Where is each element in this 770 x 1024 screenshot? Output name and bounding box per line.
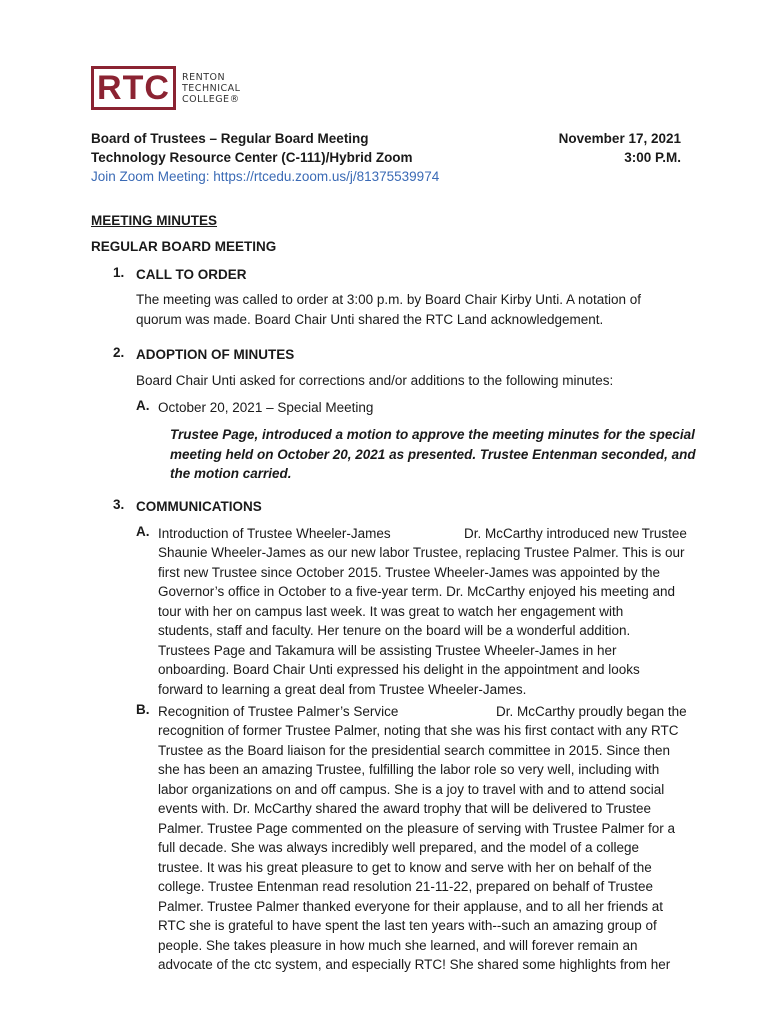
section-1-line: quorum was made. Board Chair Unti shared the RTC Land acknowledgement.: [136, 311, 604, 327]
meeting-title: Board of Trustees – Regular Board Meeting: [91, 131, 369, 146]
item-3a-first-line-tail: Dr. McCarthy introduced new Trustee: [464, 526, 687, 541]
item-3a-letter: A.: [136, 524, 150, 539]
section-1-line: The meeting was called to order at 3:00 p.m. by Board Chair Kirby Unti. A notation of: [136, 292, 642, 307]
meeting-date: November 17, 2021: [558, 131, 681, 146]
item-3b-line: Palmer. Trustee Page commented on the pleasure of serving with Trustee Palmer for a: [158, 820, 676, 836]
section-1-body: [136, 290, 641, 329]
item-3b-line: Trustee as the Board liaison for the presidential search committee in 2015. Since then: [158, 742, 671, 758]
section-3-number: 3.: [113, 497, 125, 512]
college-logo: [91, 64, 240, 112]
meeting-header: [91, 129, 439, 186]
item-3a-line: Trustees Page and Takamura will be assisting Trustee Wheeler-James in her: [158, 642, 617, 658]
item-3b-line: college. Trustee Entenman read resolution 21-11-22, prepared on behalf of Trustee: [158, 879, 654, 894]
item-3b-line: people. She takes pleasure in how much she learned, and will forever remain an: [158, 937, 638, 953]
item-3a-line: forward to learning a great deal from Trustee Wheeler-James.: [158, 681, 527, 697]
motion-line: meeting held on October 20, 2021 as presented. Trustee Entenman seconded, and: [170, 446, 696, 462]
logo-line-3: COLLEGE®: [182, 93, 240, 105]
item-3a-heading: Introduction of Trustee Wheeler-James: [158, 526, 391, 541]
motion-line: the motion carried.: [170, 466, 292, 481]
minutes-subheading: REGULAR BOARD MEETING: [91, 239, 277, 254]
section-1-title: CALL TO ORDER: [136, 267, 247, 282]
item-3b-line: trustee. It was his great pleasure to get to know and serve with her on behalf of the: [158, 859, 652, 875]
item-3a-line: students, staff and faculty. Her tenure on the board will be a wonderful addition.: [158, 623, 631, 638]
item-3b-letter: B.: [136, 702, 150, 717]
motion-line: Trustee Page, introduced a motion to approve the meeting minutes for the special: [170, 427, 695, 442]
section-2-title: ADOPTION OF MINUTES: [136, 347, 295, 362]
item-3a-line: tour with her on campus last week. It was great to watch her engagement with: [158, 603, 624, 619]
item-3b-first-line-tail: Dr. McCarthy proudly began the: [496, 704, 687, 719]
meeting-time: 3:00 P.M.: [624, 150, 681, 165]
section-2-item-letter: A.: [136, 398, 150, 413]
section-2-intro: Board Chair Unti asked for corrections and/or additions to the following minutes:: [136, 373, 614, 388]
logo-mark: RTC: [91, 66, 176, 110]
section-2-number: 2.: [113, 345, 125, 360]
section-3-title: COMMUNICATIONS: [136, 499, 262, 514]
item-3a-line: Shaunie Wheeler-James as our new labor Trustee, replacing Trustee Palmer. This is our: [158, 545, 685, 560]
item-3a-line: onboarding. Board Chair Unti expressed his delight in the appointment and looks: [158, 662, 640, 677]
logo-wordmark: [182, 72, 240, 105]
item-3b-line: advocate of the ctc system, and especially RTC! She shared some highlights from her: [158, 957, 671, 972]
item-3a-line: Governor’s office in October to a five-year term. Dr. McCarthy enjoyed his meeting and: [158, 584, 675, 599]
item-3b-line: she has been an amazing Trustee, fulfilling the labor role so very well, including with: [158, 762, 660, 777]
logo-line-2: TECHNICAL: [182, 82, 241, 94]
item-3b-body: [158, 721, 678, 975]
motion-text: [170, 425, 696, 484]
logo-line-1: RENTON: [182, 71, 226, 83]
minutes-heading: MEETING MINUTES: [91, 213, 218, 228]
item-3b-line: labor organizations on and off campus. She is a joy to travel with and to attend social: [158, 781, 665, 797]
item-3a-line: first new Trustee since October 2015. Trustee Wheeler-James was appointed by the: [158, 564, 660, 580]
item-3b-line: full decade. She was always incredibly well prepared, and the model of a college: [158, 840, 640, 855]
zoom-link[interactable]: Join Zoom Meeting: https://rtcedu.zoom.us/j/81375539974: [91, 169, 440, 184]
meeting-location: Technology Resource Center (C-111)/Hybrid Zoom: [91, 150, 413, 165]
item-3b-line: RTC she is grateful to have spent the last ten years with--such an amazing group of: [158, 918, 657, 933]
item-3b-line: Palmer. Trustee Palmer thanked everyone for their applause, and to all her friends at: [158, 898, 664, 914]
section-2-item-text: October 20, 2021 – Special Meeting: [158, 400, 374, 415]
meeting-datetime: [559, 129, 681, 167]
item-3b-heading: Recognition of Trustee Palmer’s Service: [158, 704, 399, 719]
item-3b-line: recognition of former Trustee Palmer, noting that she was his first contact with any RTC: [158, 723, 679, 738]
section-1-number: 1.: [113, 265, 125, 280]
item-3b-line: events with. Dr. McCarthy shared the award trophy that will be delivered to Trustee: [158, 801, 651, 816]
item-3a-body: [158, 543, 685, 699]
